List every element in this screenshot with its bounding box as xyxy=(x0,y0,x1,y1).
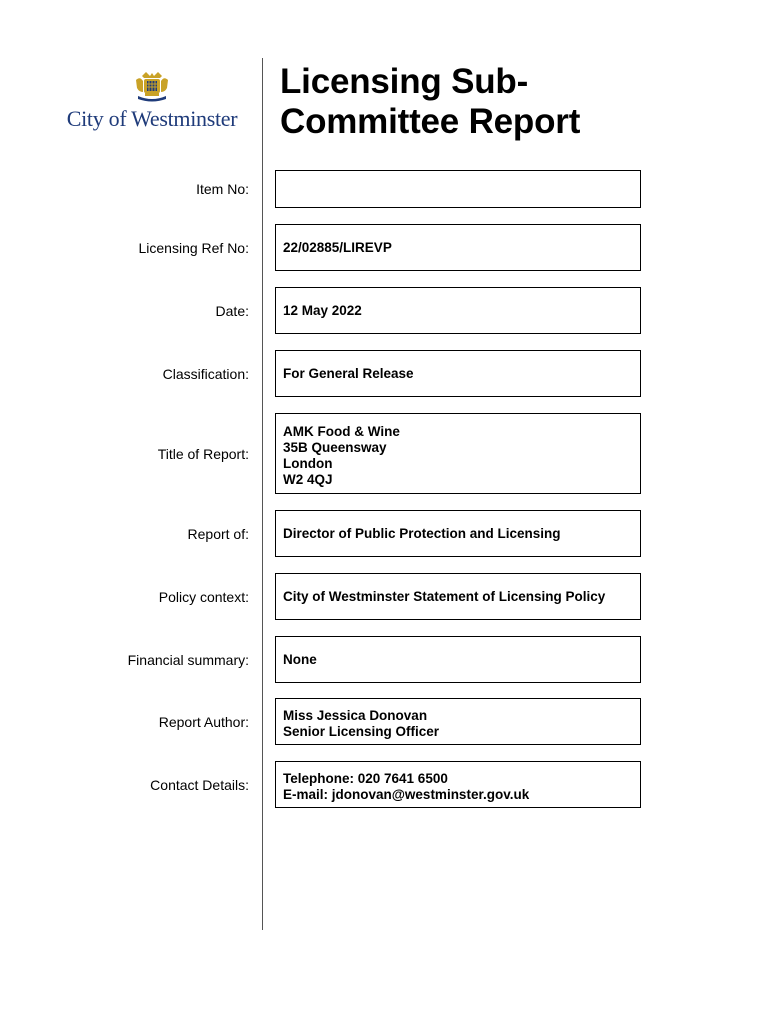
westminster-crest-icon xyxy=(132,70,172,104)
financial-summary-label: Financial summary: xyxy=(127,652,249,668)
report-title-line: London xyxy=(283,456,333,471)
date-field: 12 May 2022 xyxy=(275,287,641,334)
policy-context-field: City of Westminster Statement of Licensing Policy xyxy=(275,573,641,620)
report-author-label: Report Author: xyxy=(158,714,249,730)
policy-context-label: Policy context: xyxy=(158,589,249,605)
title-line-2: Committee Report xyxy=(280,102,581,141)
contact-email[interactable]: E-mail: jdonovan@westminster.gov.uk xyxy=(283,787,530,802)
logo-text: City of Westminster xyxy=(66,106,238,131)
report-title-line: AMK Food & Wine xyxy=(283,424,400,439)
item-no-field xyxy=(275,170,641,208)
date-label: Date: xyxy=(215,303,249,319)
vertical-divider xyxy=(262,58,263,930)
licensing-ref-label: Licensing Ref No: xyxy=(138,240,249,256)
title-line-1: Licensing Sub- xyxy=(280,62,529,101)
author-name: Miss Jessica Donovan xyxy=(283,708,428,723)
report-of-label: Report of: xyxy=(187,526,249,542)
contact-details-label: Contact Details: xyxy=(150,777,249,793)
item-no-label: Item No: xyxy=(196,181,249,197)
financial-summary-field: None xyxy=(275,636,641,683)
report-of-field: Director of Public Protection and Licensing xyxy=(275,510,641,557)
author-role: Senior Licensing Officer xyxy=(283,724,440,739)
classification-field: For General Release xyxy=(275,350,641,397)
title-of-report-label: Title of Report: xyxy=(157,446,249,462)
title-of-report-field xyxy=(275,413,641,494)
contact-telephone: Telephone: 020 7641 6500 xyxy=(283,771,448,786)
contact-details-field xyxy=(275,761,641,808)
page-title xyxy=(280,62,580,142)
report-title-line: W2 4QJ xyxy=(283,472,333,487)
licensing-ref-field: 22/02885/LIREVP xyxy=(275,224,641,271)
city-of-westminster-logo xyxy=(62,70,242,132)
report-title-line: 35B Queensway xyxy=(283,440,387,455)
classification-label: Classification: xyxy=(162,366,249,382)
report-author-field xyxy=(275,698,641,745)
